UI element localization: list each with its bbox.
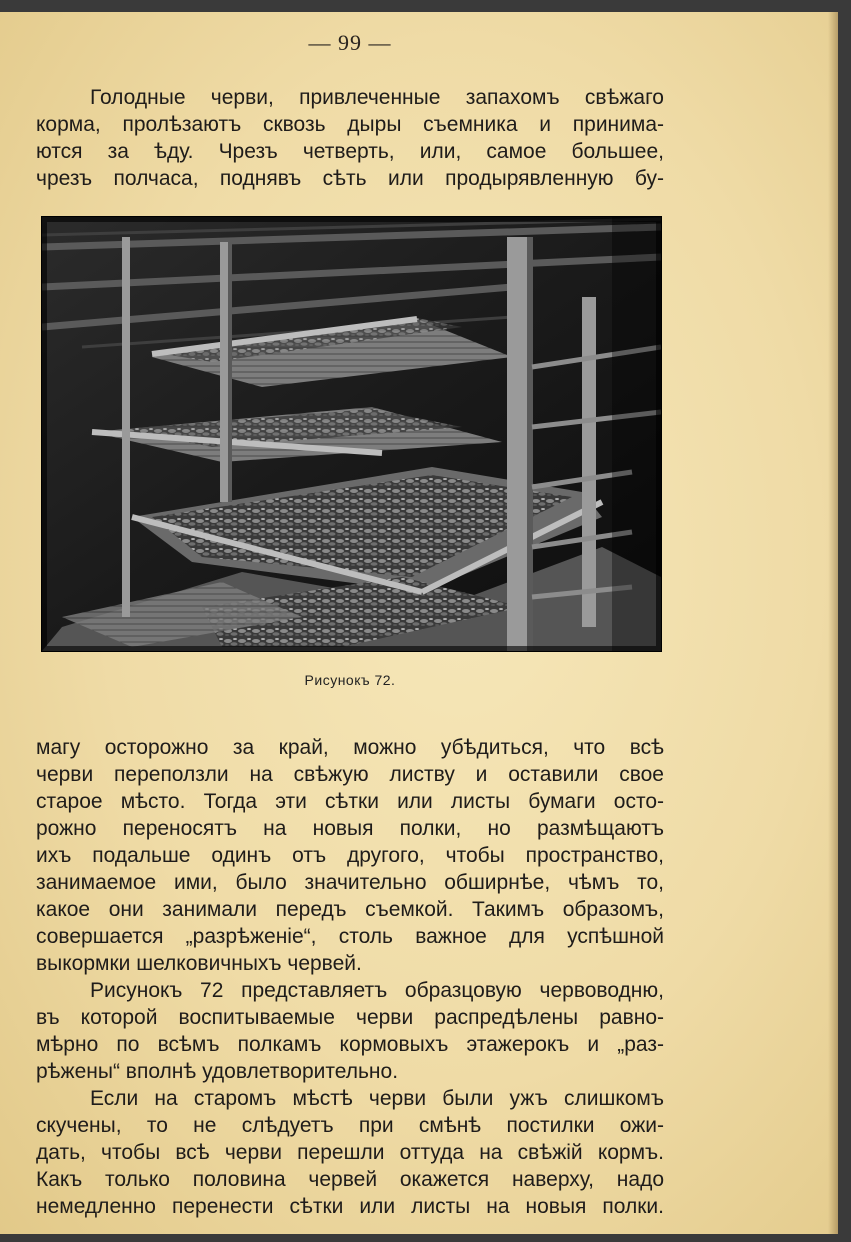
binding-shadow — [828, 12, 838, 1234]
text-line: ихъ подальше одинъ отъ другого, чтобы пространство, — [36, 844, 664, 867]
text-line: Рисунокъ 72 представляетъ образцовую червоводню, — [90, 979, 664, 1002]
text-line: рѣжены“ вполнѣ удовлетворительно. — [36, 1060, 399, 1083]
text-line: магу осторожно за край, можно убѣдиться, что всѣ — [36, 736, 664, 759]
figure-photo-silkworm-shelves — [41, 216, 662, 652]
paragraph-3 — [36, 977, 664, 1085]
text-line: немедленно перенести сѣтки или листы на новыя полки. — [36, 1195, 664, 1218]
text-line: какое они занимали передъ съемкой. Такимъ образомъ, — [36, 898, 664, 921]
figure-caption: Рисунокъ 72. — [304, 672, 396, 688]
page-sheet — [0, 12, 838, 1234]
text-line: дать, чтобы всѣ черви перешли оттуда на свѣжій кормъ. — [36, 1141, 664, 1164]
text-line: скучены, то не слѣдуетъ при смѣнѣ постилки ожи- — [36, 1114, 664, 1137]
paragraph-top — [36, 84, 664, 192]
text-line: совершается „разрѣженіе“, столь важное для успѣшной — [36, 925, 664, 948]
text-line: занимаемое ими, было значительно обширнѣе, чѣмъ то, — [36, 871, 664, 894]
paragraph-2 — [36, 734, 664, 977]
text-line: ются за ѣду. Чрезъ четверть, или, самое большее, — [36, 140, 664, 163]
text-line: корма, пролѣзаютъ сквозь дыры съемника и принима- — [36, 113, 664, 136]
text-line: въ которой воспитываемые черви распредѣлены равно- — [36, 1006, 664, 1029]
text-line: выкормки шелковичныхъ червей. — [36, 952, 362, 975]
text-line: рожно переносятъ на новыя полки, но размѣщаютъ — [36, 817, 664, 840]
page-number: — 99 — — [308, 30, 392, 55]
text-line: старое мѣсто. Тогда эти сѣтки или листы бумаги осто- — [36, 790, 664, 813]
text-line: Какъ только половина червей окажется наверху, надо — [36, 1168, 664, 1191]
text-line: чрезъ полчаса, поднявъ сѣть или продырявленную бу- — [36, 167, 664, 190]
text-line: мѣрно по всѣмъ полкамъ кормовыхъ этажерокъ и „раз- — [36, 1033, 664, 1056]
text-line: Если на старомъ мѣстѣ черви были ужъ слишкомъ — [90, 1087, 664, 1110]
paragraph-4 — [36, 1085, 664, 1220]
text-line: Голодные черви, привлеченные запахомъ свѣжаго — [90, 86, 664, 109]
text-line: черви переползли на свѣжую листву и оставили свое — [36, 763, 664, 786]
